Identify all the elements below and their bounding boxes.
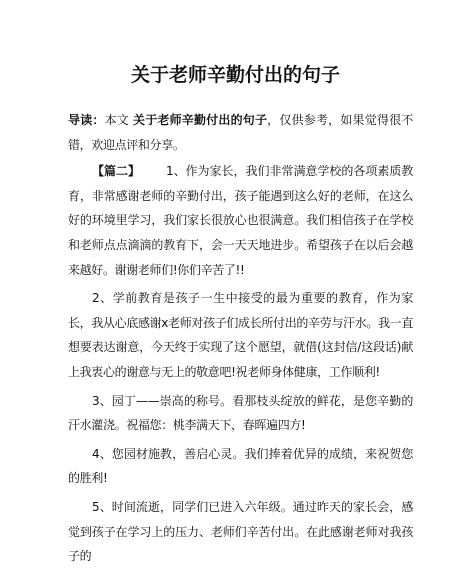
intro-article-title: 关于老师辛勤付出的句子: [133, 113, 268, 127]
intro-suffix: ，仅供参考，如果觉得很不错，欢迎点评和分享。: [68, 113, 413, 152]
intro-lead: 导读：: [68, 113, 105, 127]
paragraph-4: 4、您园材施教，善启心灵。我们捧着优异的成绩，来祝贺您的胜利!: [68, 446, 413, 486]
intro-paragraph: [68, 108, 413, 157]
paragraph-2: 2、学前教育是孩子一生中接受的最为重要的教育，作为家长，我从心底感谢x老师对孩子们成长所付出的辛劳与汗水。我一直想要表达谢意，今天终于实现了这个愿望，就借(这封信/这段话)献上我衷心的谢意与无上的敬意吧!祝老师身体健康，工作顺利!: [68, 291, 413, 379]
paragraph-1: [68, 159, 413, 282]
document-body: [68, 108, 413, 573]
paragraph-1-text: 1、作为家长，我们非常满意学校的各项素质教育，非常感谢老师的辛勤付出，孩子能遇到这么好的老师，在这么好的环境里学习，我们家长很放心也很满意。我们相信孩子在学校和老师点点滴滴的教育下，会一天天地进步。希望孩子在以后会越来越好。谢谢老师们!你们辛苦了!!: [68, 164, 413, 277]
paragraph-5: 5、时间流逝，同学们已进入六年级。通过昨天的家长会，感觉到孩子在学习上的压力、老师们辛苦付出。在此感谢老师对我孩子的: [68, 499, 413, 564]
intro-prefix: 本文: [104, 113, 133, 127]
paragraph-3: 3、园丁——崇高的称号。看那枝头绽放的鲜花，是您辛勤的汗水灌浇。祝福您：桃李满天下，春晖遍四方!: [68, 393, 413, 433]
document-title: 关于老师辛勤付出的句子: [130, 64, 340, 86]
section-tag: 【篇二】: [92, 164, 140, 179]
